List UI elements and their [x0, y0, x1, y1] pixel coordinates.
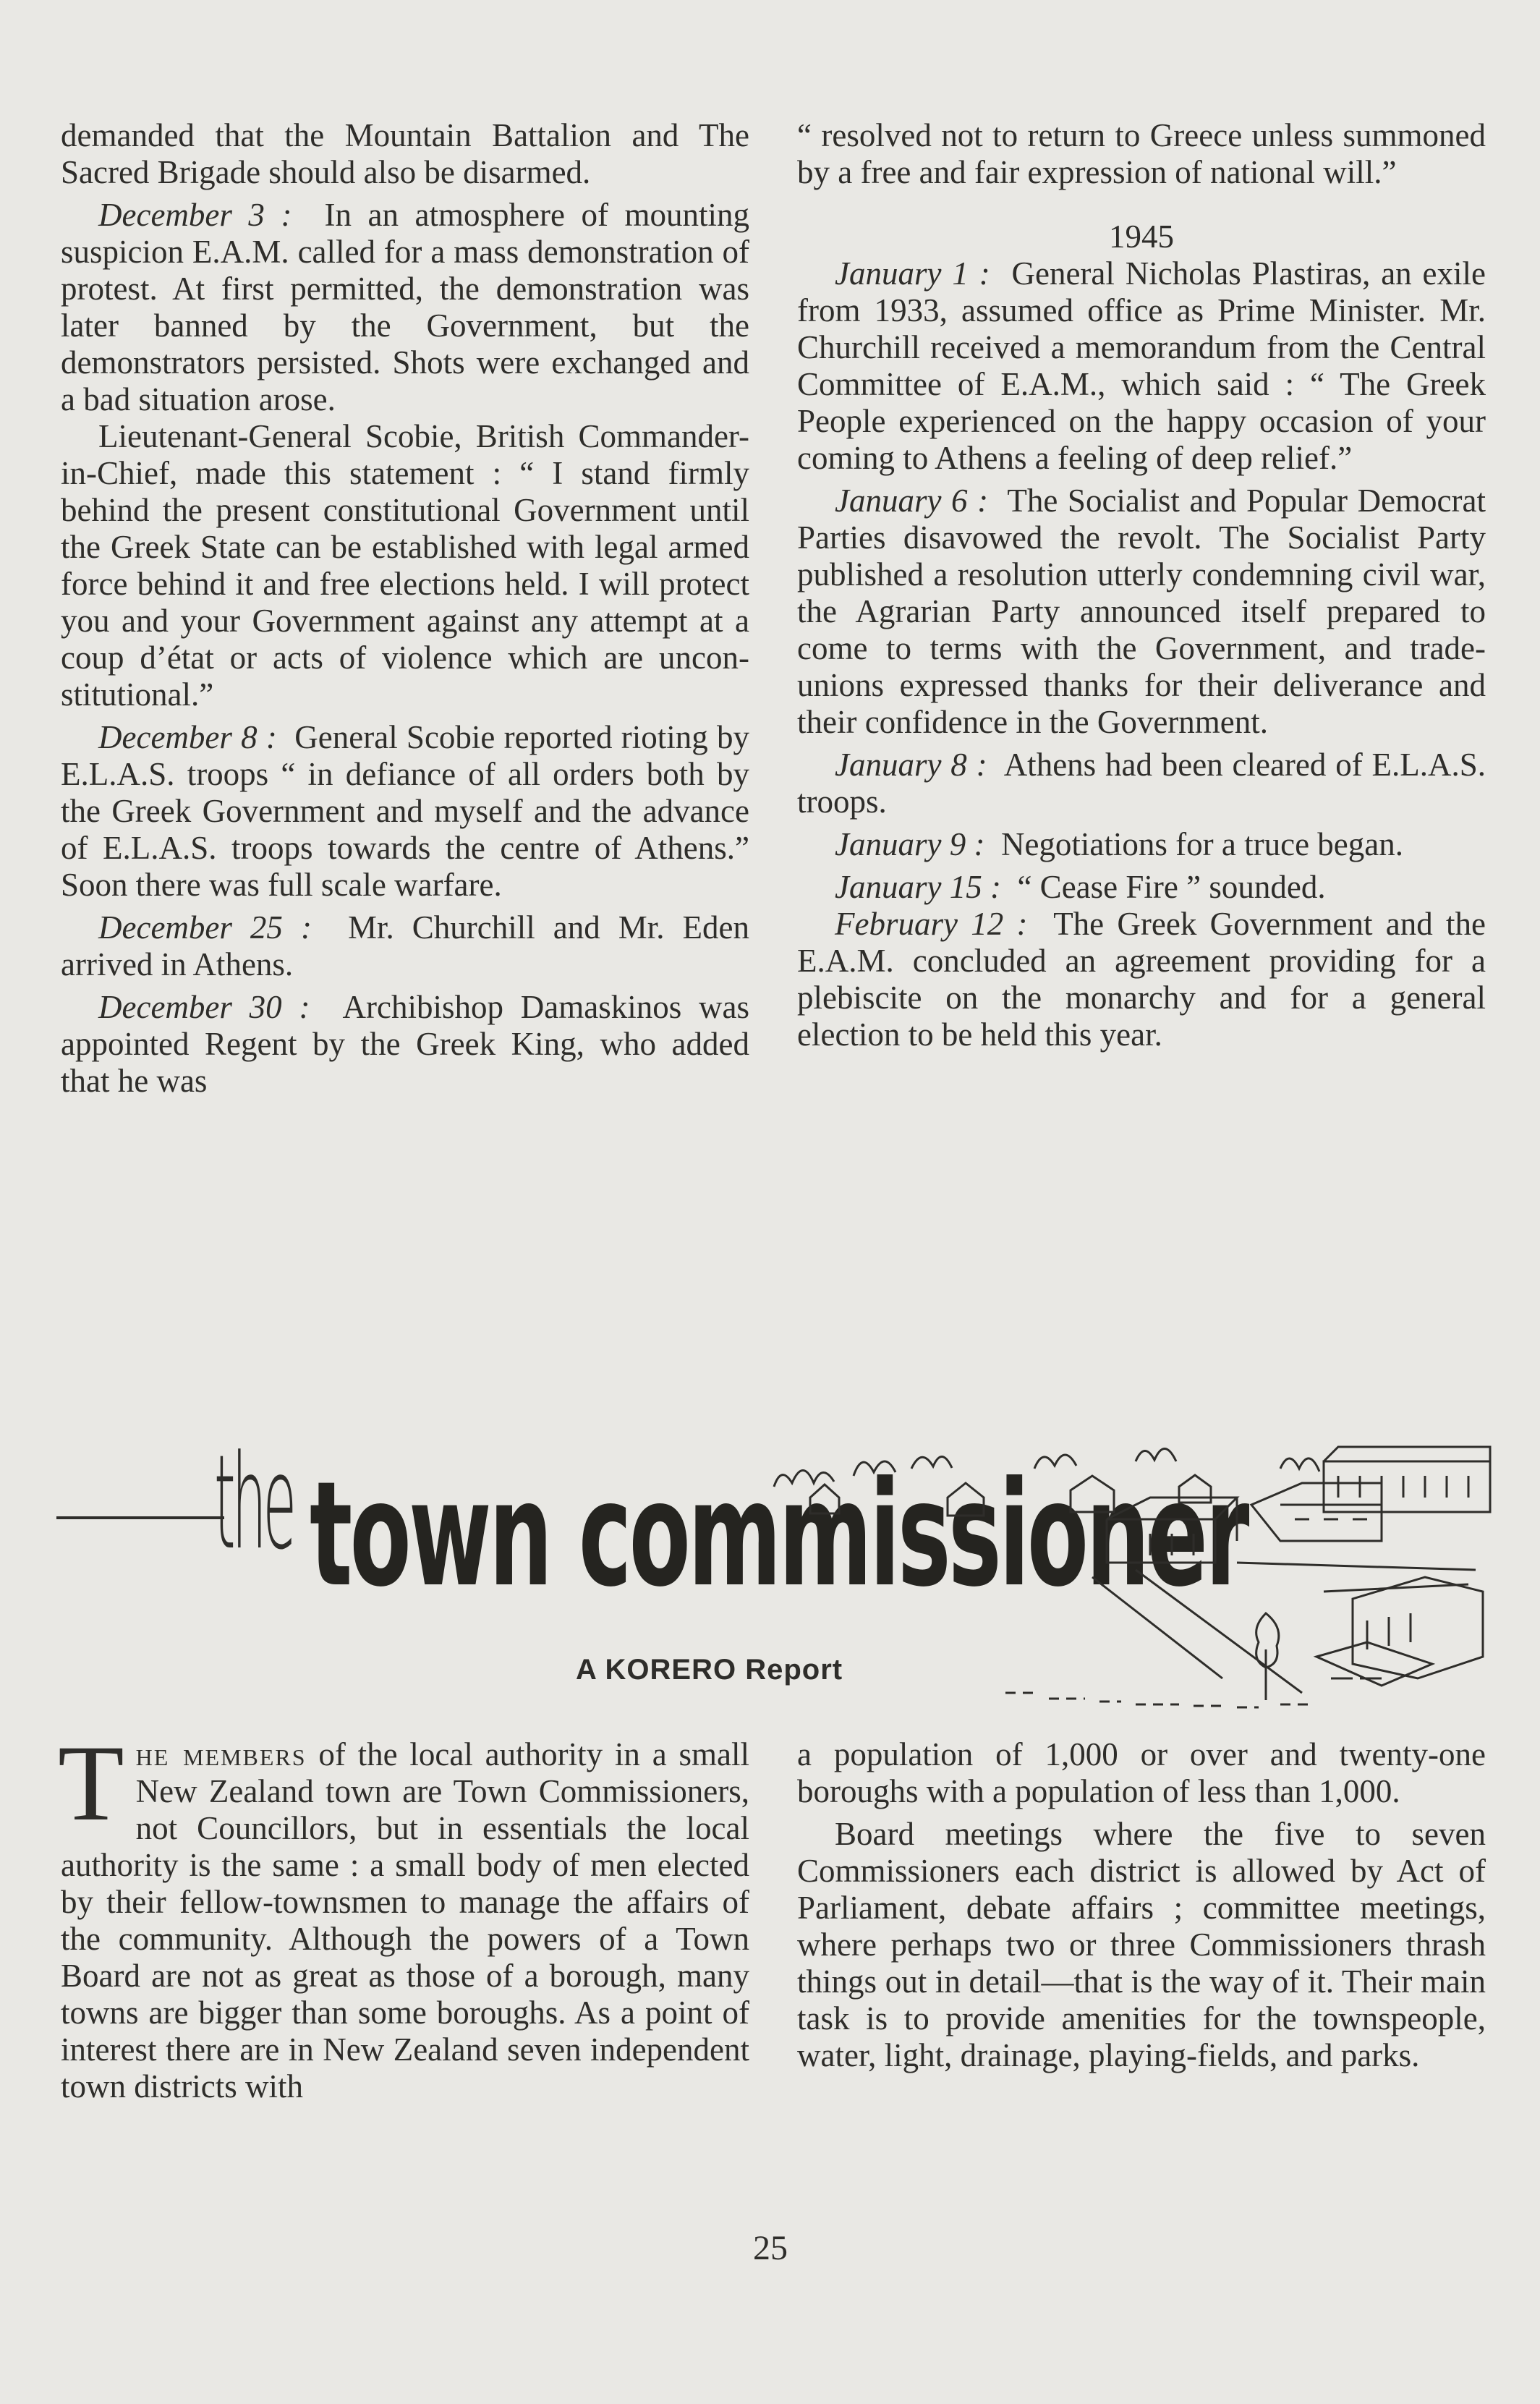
- paragraph: [61, 909, 749, 983]
- paragraph: Lieutenant-General Scobie, British Commander-in-Chief, made this statement : “ I stand firmly behind the present constitutional Government until the Greek State can be established with legal armed force behind it and free elections held. I will protect you and your Government against any attempt at a coup d’état or acts of violence which are unconstitutional.”: [61, 418, 749, 713]
- date-label: January 8 :: [835, 747, 987, 783]
- paragraph-text: of the local authority in a small New Zealand town are Town Commissioners, not Councillors, but in essentials the local authority is the same : a small body of men elected by their fellow-townsmen to manage the affairs of the community. Although the powers of a Town Board are not as great as those of a borough, many towns are bigger than some boroughs. As a point of interest there are in New Zealand seven independent town districts with: [61, 1736, 749, 2104]
- drop-cap: T: [58, 1723, 124, 1843]
- paragraph: demanded that the Mountain Battalion and The Sacred Brigade should also be disarmed.: [61, 117, 749, 190]
- article-banner: [0, 1418, 1540, 1722]
- paragraph: a population of 1,000 or over and twenty-one boroughs with a population of less than 1,000.: [797, 1736, 1486, 1809]
- paragraph-text: Mr. Churchill and Mr. Eden arrived in Athens.: [61, 909, 750, 982]
- year-heading: 1945: [1109, 218, 1174, 255]
- paragraph: [61, 197, 749, 418]
- paragraph: [797, 747, 1486, 820]
- page-number: 25: [753, 2229, 788, 2267]
- paragraph-text: The Socialist and Popular Democrat Parties disavowed the revolt. The Socialist Party published a resolution utterly condemning civil war, the Agrarian Party announced itself prepared to come to terms with the Government, and trade-unions expressed thanks for their deliverance and their confidence in the Government.: [797, 483, 1486, 740]
- paragraph: [797, 255, 1486, 477]
- date-label: January 15 :: [835, 869, 1001, 905]
- paragraph: “ resolved not to return to Greece unless summoned by a free and fair expression of national will.”: [797, 117, 1486, 190]
- paragraph: Board meetings where the five to seven Commissioners each district is allowed by Act of Parliament, debate affairs ; committee meetings, where perhaps two or three Commissioners thrash things out in detail—that is the way of it. Their main task is to provide amenities for the townspeople, water, light, drainage, playing-fields, and parks.: [797, 1816, 1486, 2073]
- paragraph-text: General Scobie reported rioting by E.L.A.S. troops “ in defiance of all orders both by the Greek Government and myself and the advance of E.L.A.S. troops towards the centre of Athens.” Soon there was full scale warfare.: [61, 719, 749, 903]
- paragraph-text: Negotiations for a truce began.: [1000, 826, 1403, 862]
- date-label: December 8 :: [98, 719, 277, 755]
- paragraph-text: In an atmosphere of mounting suspicion E.A.M. called for a mass demonstration of protest. At first permitted, the demonstration was later banned by the Government, but the demonstrators persisted. Shots were exchanged and a bad situation arose.: [61, 197, 750, 417]
- date-label: December 30 :: [98, 989, 310, 1025]
- column-bottom-right: [797, 1736, 1486, 2074]
- paragraph-text: Archibishop Damaskinos was appointed Regent by the Greek King, who added that he was: [61, 989, 749, 1099]
- paragraph: [58, 1723, 749, 2105]
- title-the: the: [214, 1427, 293, 1579]
- paragraph: [61, 989, 749, 1100]
- paragraph: [797, 483, 1486, 741]
- date-label: December 25 :: [98, 909, 312, 946]
- date-label: January 6 :: [835, 483, 989, 519]
- article-subtitle: A KORERO Report: [576, 1654, 843, 1686]
- article-title: town commissioner: [310, 1451, 1247, 1619]
- column-top-right: [797, 117, 1486, 1053]
- paragraph: [61, 719, 749, 904]
- date-label: January 9 :: [835, 826, 985, 862]
- column-top-left: [61, 117, 749, 1100]
- paragraph-text: General Nicholas Plastiras, an exile from 1933, assumed office as Prime Minister. Mr. Churchill received a memorandum from the Central Committee of E.A.M., which said : “ The Greek People experienced on the happy occasion of your coming to Athens a feeling of deep relief.”: [797, 255, 1486, 476]
- date-label: December 3 :: [98, 197, 292, 233]
- paragraph-text: “ Cease Fire ” sounded.: [1017, 869, 1326, 905]
- paragraph: [797, 906, 1486, 1053]
- lead-in-smallcaps: he members: [135, 1736, 307, 1772]
- paragraph-text: Athens had been cleared of E.L.A.S. troops.: [797, 747, 1486, 820]
- date-label: January 1 :: [835, 255, 990, 292]
- paragraph: [797, 826, 1486, 863]
- banner-rule: [56, 1516, 224, 1519]
- column-bottom-left: [58, 1723, 749, 2105]
- town-illustration: [731, 1418, 1497, 1722]
- date-label: February 12 :: [835, 906, 1028, 942]
- paragraph-text: The Greek Government and the E.A.M. concluded an agreement providing for a plebiscite on the monarchy and for a general election to be held this year.: [797, 906, 1486, 1053]
- paragraph: [797, 869, 1486, 906]
